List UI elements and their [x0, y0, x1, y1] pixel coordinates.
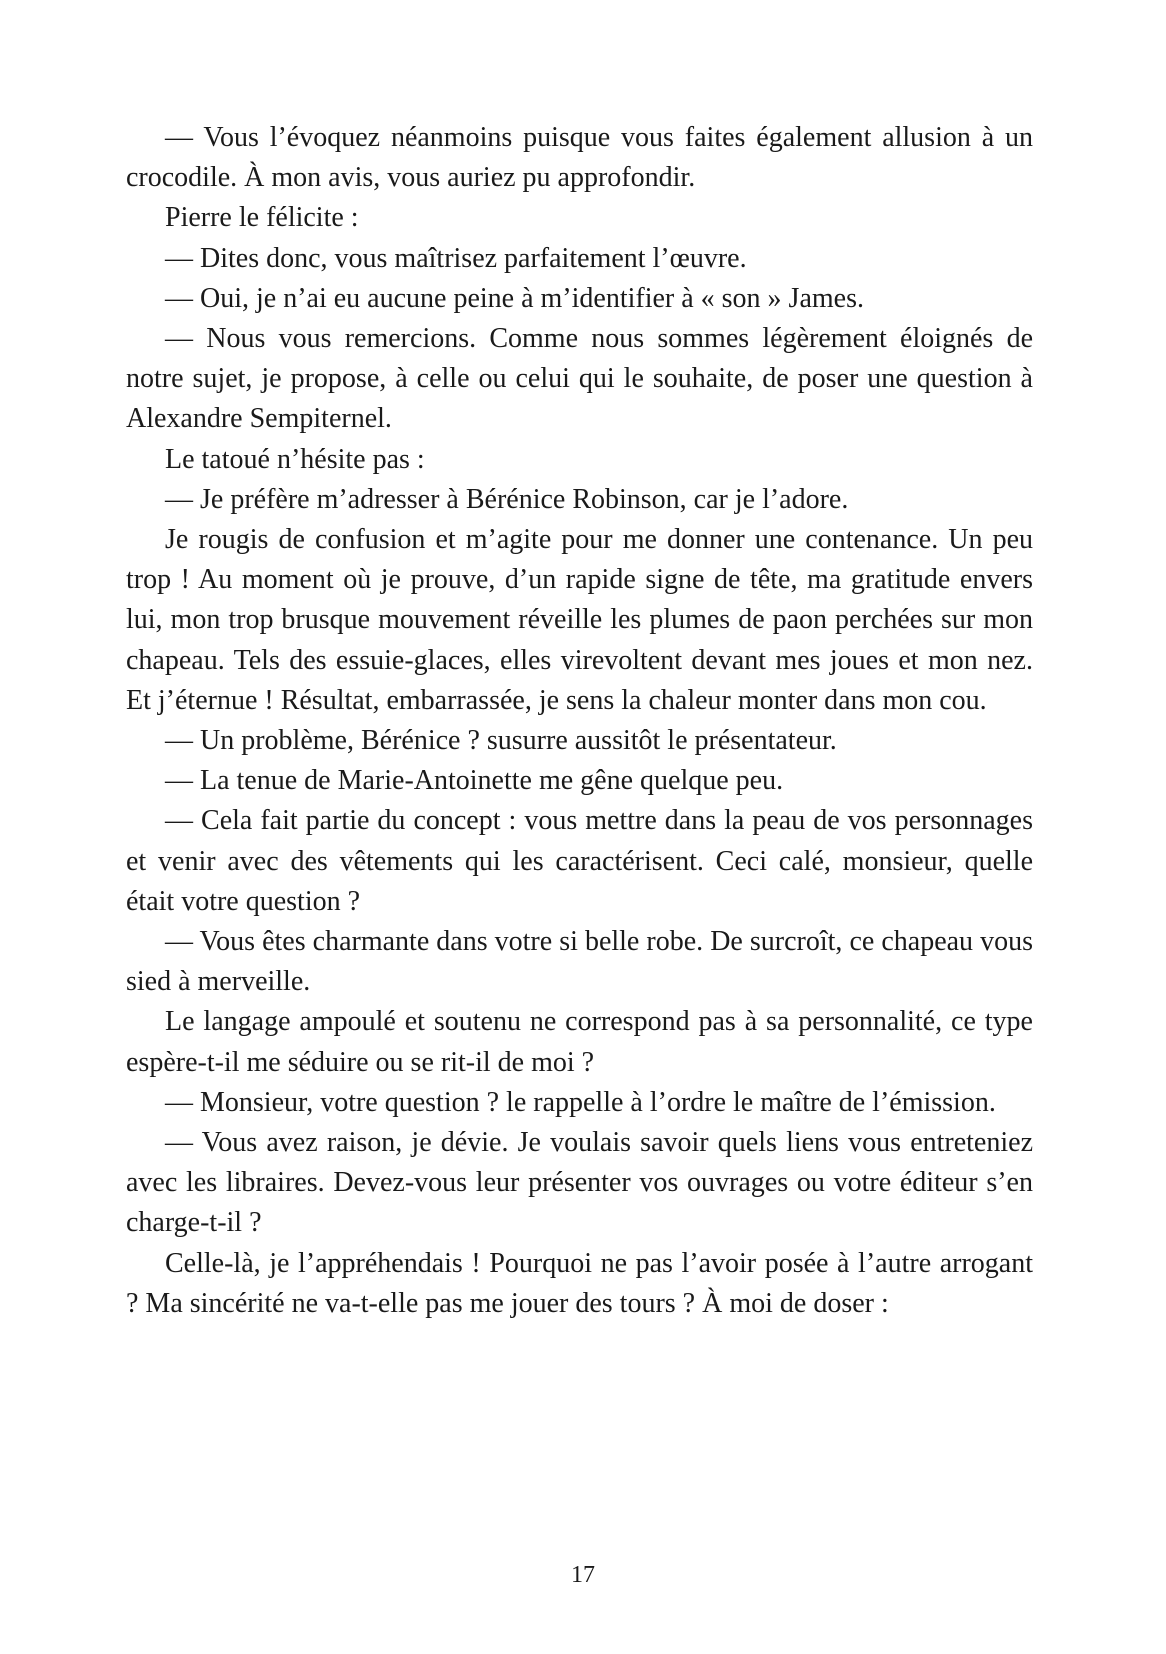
paragraph: — Monsieur, votre question ? le rappelle à l’ordre le maître de l’émission.: [165, 1086, 996, 1118]
body-text: [126, 118, 1033, 1324]
paragraph: Pierre le félicite :: [165, 202, 359, 234]
paragraph: Le langage ampoulé et soutenu ne correspond pas à sa personnalité, ce type espère-t-il me séduire ou se rit-il de moi ?: [126, 1006, 1033, 1078]
paragraph: — Oui, je n’ai eu aucune peine à m’identifier à « son » James.: [165, 282, 864, 314]
paragraph: Celle-là, je l’appréhendais ! Pourquoi ne pas l’avoir posée à l’autre arrogant ? Ma sincérité ne va-t-elle pas me jouer des tours ? À moi de doser :: [126, 1247, 1033, 1319]
paragraph: — Vous l’évoquez néanmoins puisque vous faites également allusion à un crocodile. À mon avis, vous auriez pu approfondir.: [126, 122, 1033, 194]
page-number: 17: [571, 1562, 595, 1588]
paragraph: — Cela fait partie du concept : vous mettre dans la peau de vos personnages et venir avec des vêtements qui les caractérisent. Ceci calé, monsieur, quelle était votre question ?: [126, 805, 1033, 917]
paragraph: — Nous vous remercions. Comme nous sommes légèrement éloignés de notre sujet, je propose, à celle ou celui qui le souhaite, de poser une question à Alexandre Sempiternel.: [126, 323, 1033, 435]
paragraph: — La tenue de Marie-Antoinette me gêne quelque peu.: [165, 765, 784, 797]
paragraph: — Un problème, Bérénice ? susurre aussitôt le présentateur.: [165, 725, 837, 757]
paragraph: Je rougis de confusion et m’agite pour me donner une contenance. Un peu trop ! Au moment où je prouve, d’un rapide signe de tête, ma gratitude envers lui, mon trop brusque mouvement réveille les plumes de paon perchées sur mon chapeau. Tels des essuie-glaces, elles virevoltent devant mes joues et mon nez. Et j’éternue ! Résultat, embarrassée, je sens la chaleur monter dans mon cou.: [126, 524, 1033, 716]
paragraph: — Vous avez raison, je dévie. Je voulais savoir quels liens vous entreteniez avec les libraires. Devez-vous leur présenter vos ouvrages ou votre éditeur s’en charge-t-il ?: [126, 1127, 1033, 1239]
paragraph: — Je préfère m’adresser à Bérénice Robinson, car je l’adore.: [165, 483, 849, 515]
paragraph: Le tatoué n’hésite pas :: [165, 443, 425, 475]
paragraph: — Dites donc, vous maîtrisez parfaitement l’œuvre.: [165, 242, 747, 274]
paragraph: — Vous êtes charmante dans votre si belle robe. De surcroît, ce chapeau vous sied à merveille.: [126, 926, 1033, 998]
